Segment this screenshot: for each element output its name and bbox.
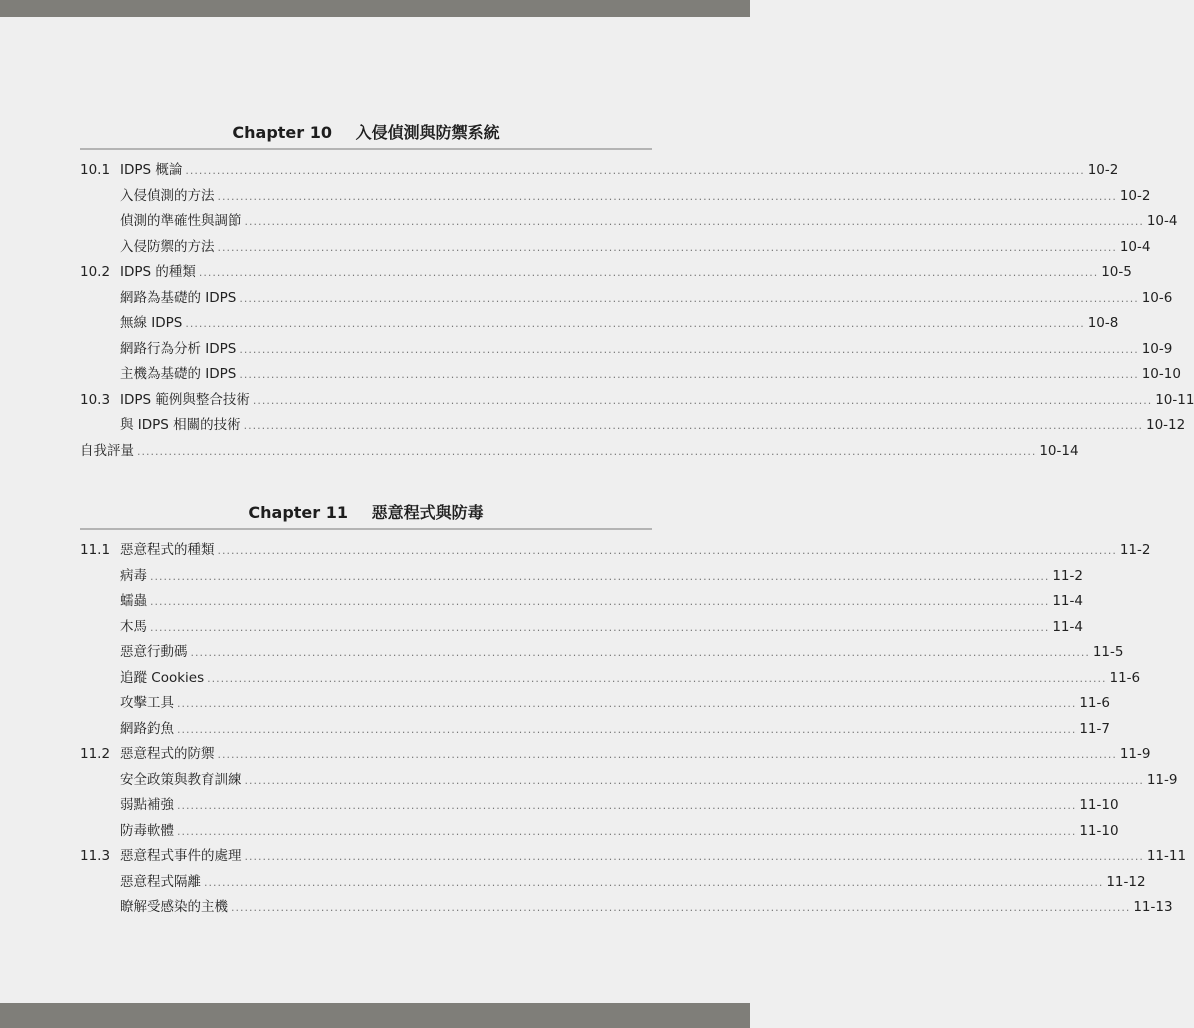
chapter-divider bbox=[80, 528, 652, 530]
dot-leader: ........................................................................................................................................................................................................ bbox=[150, 569, 1050, 583]
dot-leader: ........................................................................................................................................................................................................ bbox=[239, 368, 1139, 381]
entry-title: 惡意行動碼 bbox=[120, 644, 188, 660]
dot-leader: ........................................................................................................................................................................................................ bbox=[217, 748, 1117, 761]
page-number: 11-2 bbox=[1052, 567, 1083, 584]
dot-leader: ........................................................................................................................................................................................................ bbox=[244, 850, 1144, 863]
toc-entry[interactable] bbox=[80, 286, 1173, 312]
chapter-name: 入侵偵測與防禦系統 bbox=[355, 123, 500, 142]
page-number: 11-12 bbox=[1106, 873, 1146, 890]
entry-title: 惡意程式的種類 bbox=[120, 542, 215, 558]
entry-title: 與 IDPS 相關的技術 bbox=[120, 417, 241, 433]
entry-title: 蠕蟲 bbox=[120, 593, 147, 609]
chapter-number: Chapter 10 bbox=[232, 123, 332, 142]
entry-title: 網路為基礎的 IDPS bbox=[120, 289, 237, 306]
chapter-number: Chapter 11 bbox=[248, 503, 348, 522]
dot-leader: ........................................................................................................................................................................................................ bbox=[177, 722, 1077, 736]
dot-leader: ........................................................................................................................................................................................................ bbox=[239, 291, 1139, 305]
entry-title: 木馬 bbox=[120, 618, 147, 635]
page-number: 10-8 bbox=[1087, 315, 1119, 331]
page-number: 11-5 bbox=[1092, 644, 1124, 660]
toc-entry[interactable] bbox=[80, 870, 1146, 896]
entry-title: 自我評量 bbox=[80, 442, 134, 459]
section-number: 11.1 bbox=[80, 542, 111, 558]
toc-entry-list bbox=[80, 158, 1194, 464]
dot-leader: ........................................................................................................................................................................................................ bbox=[217, 240, 1117, 254]
page-number: 11-4 bbox=[1052, 618, 1083, 635]
entry-title: 入侵防禦的方法 bbox=[120, 238, 215, 255]
entry-title: IDPS 範例與整合技術 bbox=[120, 391, 250, 408]
toc-entry[interactable] bbox=[80, 564, 1083, 590]
toc-entry[interactable] bbox=[80, 311, 1119, 337]
toc-entry[interactable] bbox=[80, 413, 1186, 439]
page-number: 11-13 bbox=[1133, 899, 1173, 915]
chapter-divider bbox=[80, 148, 652, 150]
toc-entry[interactable] bbox=[80, 742, 1151, 768]
dot-leader: ........................................................................................................................................................................................................ bbox=[150, 595, 1050, 608]
dot-leader: ........................................................................................................................................................................................................ bbox=[231, 901, 1131, 914]
page-number: 11-6 bbox=[1079, 695, 1110, 711]
toc-entry[interactable] bbox=[80, 158, 1119, 184]
toc-entry-list bbox=[80, 538, 1187, 921]
dot-leader: ........................................................................................................................................................................................................ bbox=[177, 799, 1077, 812]
dot-leader: ........................................................................................................................................................................................................ bbox=[204, 875, 1104, 889]
toc-entry[interactable] bbox=[80, 768, 1178, 794]
dot-leader: ........................................................................................................................................................................................................ bbox=[217, 189, 1117, 203]
dot-leader: ........................................................................................................................................................................................................ bbox=[177, 824, 1077, 838]
page-number: 11-2 bbox=[1119, 542, 1151, 558]
entry-title: 攻擊工具 bbox=[120, 695, 174, 711]
toc-entry[interactable] bbox=[80, 844, 1187, 870]
chapter-title bbox=[80, 500, 652, 526]
chapter-11-section bbox=[80, 500, 1187, 921]
page-number: 10-10 bbox=[1141, 366, 1181, 382]
entry-title: 網路行為分析 IDPS bbox=[120, 340, 237, 357]
toc-entry[interactable] bbox=[80, 640, 1124, 666]
dot-leader: ........................................................................................................................................................................................................ bbox=[239, 342, 1139, 356]
page-number: 11-6 bbox=[1109, 669, 1141, 686]
section-number: 11.3 bbox=[80, 848, 111, 864]
toc-entry[interactable] bbox=[80, 615, 1083, 641]
entry-title: 網路釣魚 bbox=[120, 720, 174, 737]
toc-entry[interactable] bbox=[80, 589, 1083, 615]
toc-entry[interactable] bbox=[80, 666, 1141, 692]
page-number: 10-12 bbox=[1146, 417, 1186, 433]
dot-leader: ........................................................................................................................................................................................................ bbox=[198, 266, 1099, 279]
bottom-border-bar bbox=[0, 1003, 750, 1028]
dot-leader: ........................................................................................................................................................................................................ bbox=[185, 164, 1085, 177]
page-number: 10-14 bbox=[1039, 442, 1079, 459]
chapter-10-section bbox=[80, 120, 1194, 464]
entry-title: 主機為基礎的 IDPS bbox=[120, 366, 237, 382]
dot-leader: ........................................................................................................................................................................................................ bbox=[243, 419, 1143, 432]
entry-title: 追蹤 Cookies bbox=[120, 669, 205, 686]
entry-title: 防毒軟體 bbox=[120, 822, 174, 839]
dot-leader: ........................................................................................................................................................................................................ bbox=[207, 671, 1107, 685]
entry-title: 偵測的準確性與調節 bbox=[120, 213, 242, 229]
dot-leader: ........................................................................................................................................................................................................ bbox=[244, 215, 1144, 228]
page-number: 11-10 bbox=[1079, 797, 1119, 813]
page-number: 10-2 bbox=[1119, 187, 1151, 204]
toc-entry[interactable] bbox=[80, 895, 1173, 921]
toc-entry[interactable] bbox=[80, 538, 1151, 564]
dot-leader: ........................................................................................................................................................................................................ bbox=[252, 393, 1153, 407]
page-number: 10-4 bbox=[1146, 213, 1178, 229]
page-number: 11-9 bbox=[1119, 746, 1151, 762]
page-number: 11-7 bbox=[1079, 720, 1110, 737]
dot-leader: ........................................................................................................................................................................................................ bbox=[244, 773, 1144, 787]
entry-title: 安全政策與教育訓練 bbox=[120, 771, 242, 788]
dot-leader: ........................................................................................................................................................................................................ bbox=[150, 620, 1050, 634]
dot-leader: ........................................................................................................................................................................................................ bbox=[177, 697, 1077, 710]
page-number: 10-4 bbox=[1119, 238, 1151, 255]
section-number: 10.2 bbox=[80, 264, 111, 280]
page-number: 10-9 bbox=[1141, 340, 1173, 357]
dot-leader: ........................................................................................................................................................................................................ bbox=[185, 317, 1085, 330]
toc-entry[interactable] bbox=[80, 717, 1110, 743]
page-number: 11-11 bbox=[1146, 848, 1187, 864]
toc-entry[interactable] bbox=[80, 793, 1119, 819]
entry-title: 惡意程式事件的處理 bbox=[120, 848, 242, 864]
entry-title: 惡意程式的防禦 bbox=[120, 746, 215, 762]
entry-title: 入侵偵測的方法 bbox=[120, 187, 215, 204]
dot-leader: ........................................................................................................................................................................................................ bbox=[217, 544, 1117, 557]
toc-entry[interactable] bbox=[80, 184, 1151, 210]
entry-title: 病毒 bbox=[120, 567, 147, 584]
toc-entry[interactable] bbox=[80, 439, 1079, 465]
page-number: 11-9 bbox=[1146, 771, 1178, 788]
section-number: 10.3 bbox=[80, 391, 111, 408]
entry-title: IDPS 概論 bbox=[120, 162, 183, 178]
page-number: 10-11 bbox=[1155, 391, 1194, 408]
toc-entry[interactable] bbox=[80, 235, 1151, 261]
page-number: 11-10 bbox=[1079, 822, 1119, 839]
toc-entry[interactable] bbox=[80, 388, 1194, 414]
top-border-bar bbox=[0, 0, 750, 17]
page-number: 10-6 bbox=[1141, 289, 1173, 306]
toc-entry[interactable] bbox=[80, 337, 1173, 363]
entry-title: 無線 IDPS bbox=[120, 315, 183, 331]
chapter-title bbox=[80, 120, 652, 146]
section-number: 11.2 bbox=[80, 746, 111, 762]
toc-entry[interactable] bbox=[80, 260, 1132, 286]
toc-entry[interactable] bbox=[80, 819, 1119, 845]
page-number: 11-4 bbox=[1052, 593, 1083, 609]
entry-title: IDPS 的種類 bbox=[120, 264, 196, 280]
dot-leader: ........................................................................................................................................................................................................ bbox=[190, 646, 1090, 659]
entry-title: 弱點補強 bbox=[120, 797, 174, 813]
dot-leader: ........................................................................................................................................................................................................ bbox=[137, 444, 1037, 458]
entry-title: 瞭解受感染的主機 bbox=[120, 899, 228, 915]
page-number: 10-5 bbox=[1101, 264, 1132, 280]
section-number: 10.1 bbox=[80, 162, 111, 178]
entry-title: 惡意程式隔離 bbox=[120, 873, 201, 890]
chapter-name: 惡意程式與防毒 bbox=[371, 503, 484, 522]
toc-entry[interactable] bbox=[80, 209, 1178, 235]
page-number: 10-2 bbox=[1087, 162, 1119, 178]
toc-entry[interactable] bbox=[80, 691, 1110, 717]
toc-entry[interactable] bbox=[80, 362, 1181, 388]
